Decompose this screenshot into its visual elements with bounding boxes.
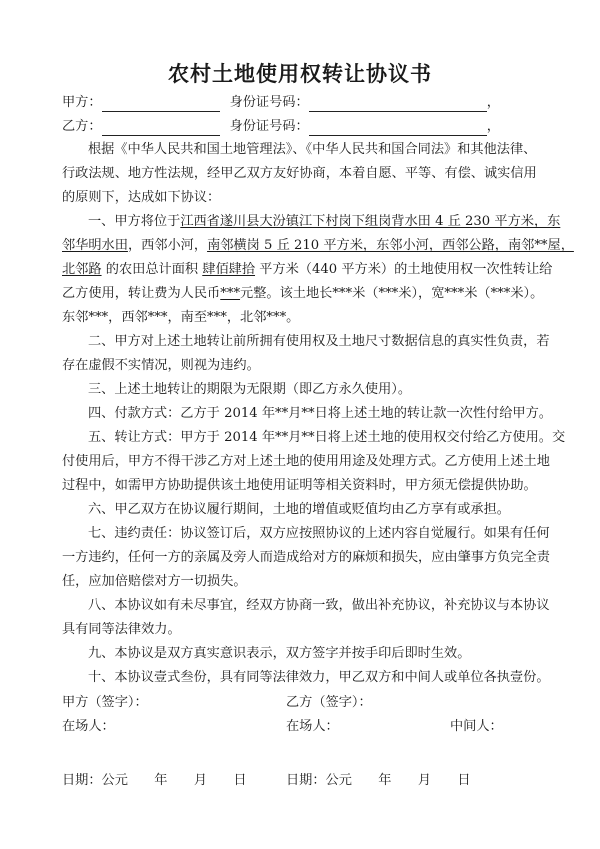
clause-7-line: 任，应加倍赔偿对方一切损失。	[62, 574, 247, 589]
party-b-id-blank	[309, 121, 487, 136]
clause-5-line: 付使用后，甲方不得干涉乙方对上述土地的使用用途及处理方式。乙方使用上述土地	[62, 454, 550, 469]
clause-10-line: 十、本协议壹式叁份，具有同等法律效力，甲乙双方和中间人或单位各执壹份。	[88, 670, 550, 685]
document-title: 农村土地使用权转让协议书	[168, 61, 432, 86]
intro-line: 行政法规、地方性法规，经甲乙双方友好协商，本着自愿、平等、有偿、诚实信用	[62, 166, 537, 181]
clause-1-east-boundary: 邻华明水田	[62, 238, 128, 253]
date-b-label: 日期：公元 年 月 日	[286, 773, 471, 788]
date-a-label: 日期：公元 年 月 日	[62, 773, 247, 788]
party-a-row	[62, 94, 500, 112]
clause-1-area-words: 肆佰肆拾	[202, 262, 256, 277]
witness-b-label: 在场人：	[286, 719, 339, 734]
party-b-label: 乙方：	[62, 119, 102, 134]
clause-1-text: 乙方使用，转让费为人民币	[62, 286, 221, 301]
clause-7-line: 一方违约，任何一方的亲属及旁人而造成给对方的麻烦和损失，应由肇事方负完全责	[62, 550, 550, 565]
clause-1-line	[62, 285, 543, 303]
clause-5-line: 五、转让方式：甲方于 2014 年**月**日将上述土地的使用权交付给乙方使用。交	[88, 430, 566, 445]
clause-6-line: 六、甲乙双方在协议履行期间，土地的增值或贬值均由乙方享有或承担。	[88, 502, 510, 517]
clause-1-text: 元整。该土地长***米（***米），宽***米（***米）。	[240, 286, 544, 301]
clause-7-line: 七、违约责任：协议签订后，双方应按照协议的上述内容自觉履行。如果有任何	[88, 526, 550, 541]
party-a-name-blank	[102, 97, 220, 112]
clause-1-text: ，西邻小河，	[127, 238, 208, 253]
party-b-end: ，	[486, 119, 500, 134]
clause-1-location: 江西省遂川县大汾镇江下村岗下组岗背水田 4 丘 230 平方米，东	[180, 214, 561, 229]
clause-1-line	[62, 261, 552, 279]
clause-1-text: 的农田总计面积	[101, 262, 203, 277]
clause-1-line	[88, 213, 560, 231]
clause-1-line	[62, 237, 574, 255]
clause-1-north-boundary: 北邻路	[62, 262, 102, 277]
clause-8-line: 八、本协议如有未尽事宜，经双方协商一致，做出补充协议，补充协议与本协议	[88, 598, 550, 613]
witness-a-label: 在场人：	[62, 719, 115, 734]
clause-4-line: 四、付款方式：乙方于 2014 年**月**日将上述土地的转让款一次性付给甲方。	[88, 406, 552, 421]
party-b-name-blank	[102, 121, 220, 136]
clause-1-text: 一、甲方将位于	[88, 214, 181, 229]
clause-8-line: 具有同等法律效力。	[62, 622, 181, 637]
clause-1-line: 东邻***，西邻***，南至***，北邻***。	[62, 310, 300, 325]
party-a-label: 甲方：	[62, 95, 102, 110]
clause-1-text: 平方米（440 平方米）的土地使用权一次性转让给	[255, 262, 553, 277]
party-a-end: ，	[486, 95, 500, 110]
clause-2-line: 二、甲方对上述土地转让前所拥有使用权及土地尺寸数据信息的真实性负责，若	[88, 334, 550, 349]
party-b-signature-label: 乙方（签字）：	[286, 695, 372, 710]
middleman-label: 中间人：	[450, 719, 503, 734]
clause-1-fee: ***	[220, 286, 241, 301]
party-a-signature-label: 甲方（签字）：	[62, 695, 148, 710]
intro-line: 的原则下，达成如下协议：	[62, 190, 221, 205]
party-a-id-blank	[309, 97, 487, 112]
clause-1-south-plot: 南邻横岗 5 丘 210 平方米，东邻小河，西邻公路，南邻**屋，	[207, 238, 574, 253]
clause-3-line: 三、上述土地转让的期限为无限期（即乙方永久使用）。	[88, 382, 412, 397]
party-b-id-label: 身份证号码：	[229, 119, 309, 134]
clause-9-line: 九、本协议是双方真实意识表示，双方签字并按手印后即时生效。	[88, 646, 471, 661]
clause-5-line: 过程中，如需甲方协助提供该土地使用证明等相关资料时，甲方须无偿提供协助。	[62, 478, 537, 493]
clause-2-line: 存在虚假不实情况，则视为违约。	[62, 358, 260, 373]
party-b-row	[62, 118, 500, 136]
intro-line: 根据《中华人民共和国土地管理法》、《中华人民共和国合同法》和其他法律、	[88, 142, 537, 157]
party-a-id-label: 身份证号码：	[229, 95, 309, 110]
